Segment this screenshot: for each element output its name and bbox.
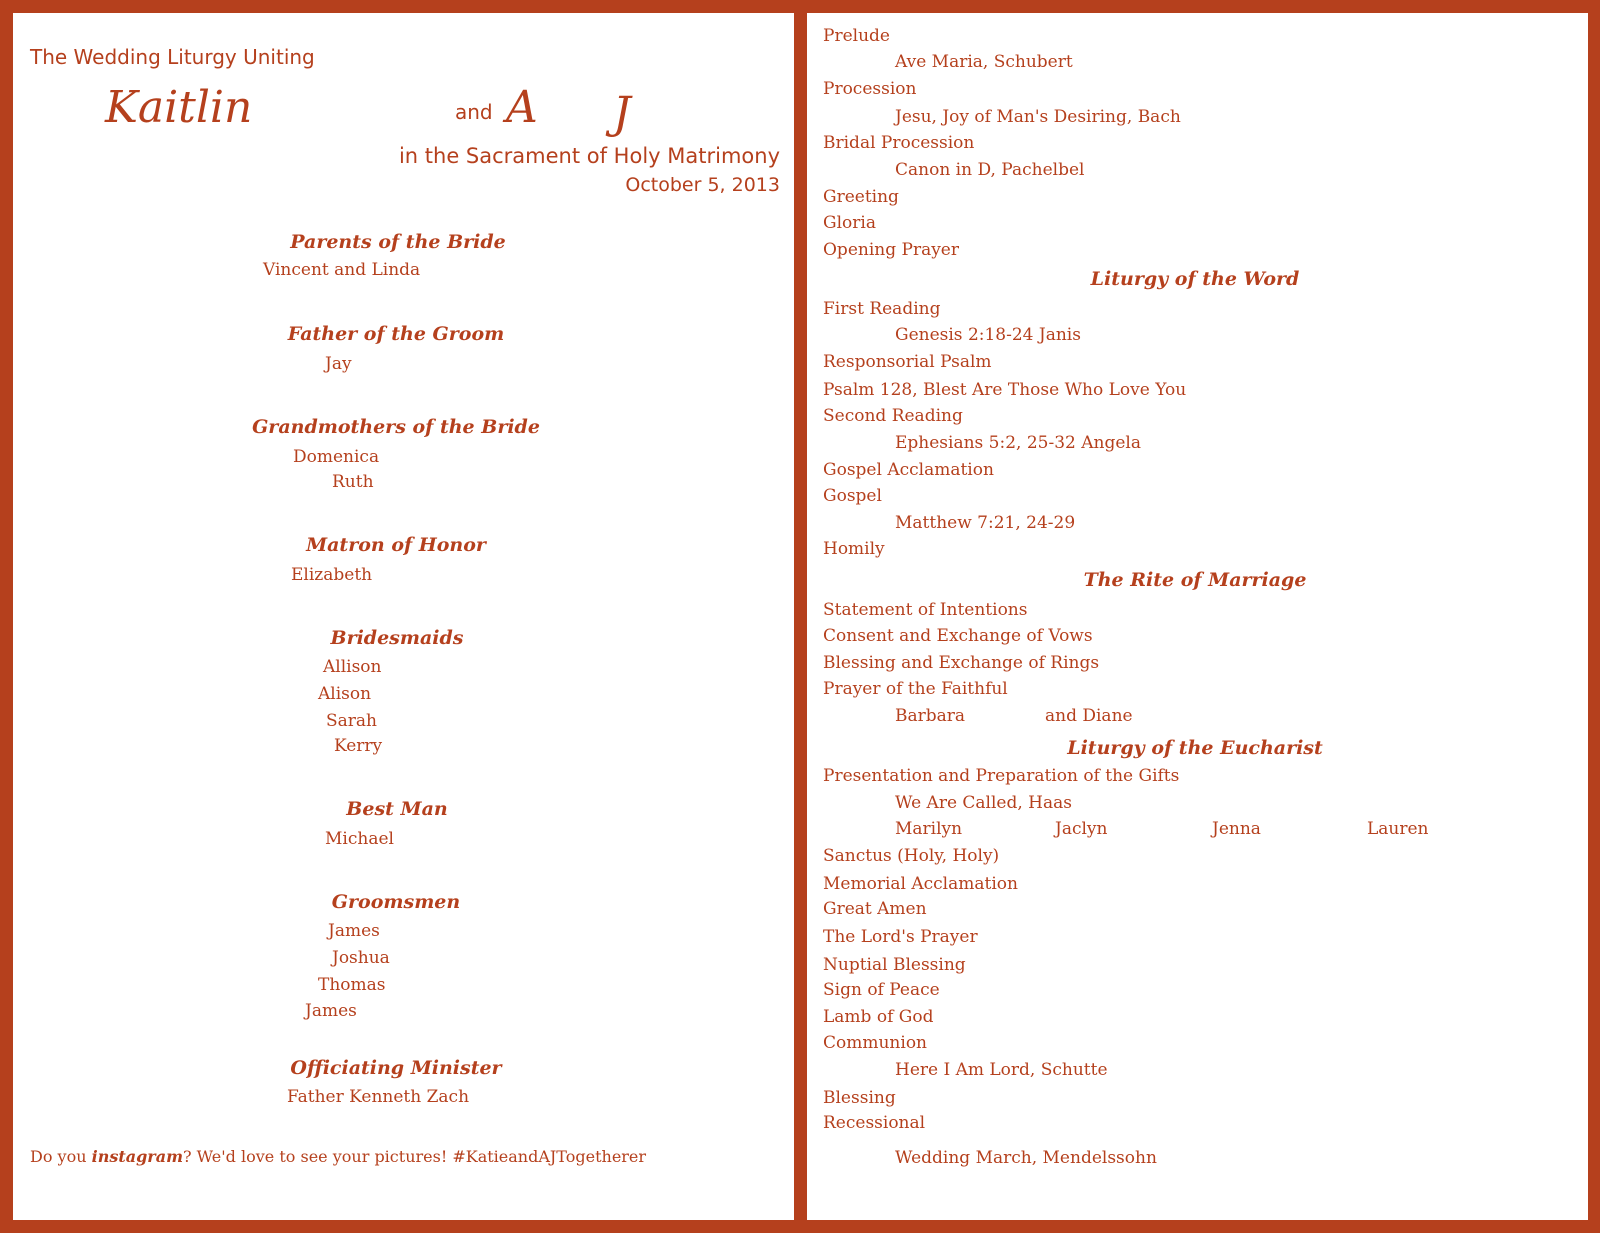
program-detail: Marilyn xyxy=(895,819,963,839)
program-detail: Jesu, Joy of Man's Desiring, Bach xyxy=(895,107,1181,127)
program-item: Communion xyxy=(823,1033,928,1053)
name-line: Alison xyxy=(318,684,372,704)
left-page xyxy=(13,13,794,1220)
program-detail: Wedding March, Mendelssohn xyxy=(895,1148,1157,1168)
program-item: Second Reading xyxy=(823,406,963,426)
section-heading: The Rite of Marriage xyxy=(1083,569,1307,591)
program-detail: Canon in D, Pachelbel xyxy=(895,160,1085,180)
program-detail: Matthew 7:21, 24-29 xyxy=(895,513,1076,533)
section-heading: Parents of the Bride xyxy=(290,231,506,253)
program-item: Statement of Intentions xyxy=(823,600,1028,620)
name-line: Vincent and Linda xyxy=(263,260,421,280)
program-item: Responsorial Psalm xyxy=(823,352,992,372)
section-heading: Matron of Honor xyxy=(306,534,486,556)
right-page xyxy=(807,13,1588,1220)
groom-initial-a: A xyxy=(506,82,538,133)
program-item: Presentation and Preparation of the Gifts xyxy=(823,766,1180,786)
name-line: Allison xyxy=(323,657,382,677)
section-heading: Father of the Groom xyxy=(287,323,505,345)
program-item: Sign of Peace xyxy=(823,980,940,1000)
bride-name: Kaitlin xyxy=(105,82,253,133)
program-item: Gospel xyxy=(823,486,882,506)
name-line: Domenica xyxy=(293,447,380,467)
name-line: Kerry xyxy=(334,736,383,756)
program-item: Blessing xyxy=(823,1088,896,1108)
name-line: Michael xyxy=(325,829,394,849)
program-detail: Ave Maria, Schubert xyxy=(895,52,1073,72)
program-item: First Reading xyxy=(823,299,941,319)
program-item: Procession xyxy=(823,79,917,99)
program-item: The Lord's Prayer xyxy=(823,927,978,947)
name-line: James xyxy=(305,1001,357,1021)
program-detail: Here I Am Lord, Schutte xyxy=(895,1060,1108,1080)
program-item: Nuptial Blessing xyxy=(823,955,966,975)
program-item: Sanctus (Holy, Holy) xyxy=(823,846,1000,866)
program-detail: Jaclyn xyxy=(1055,819,1108,839)
program-item: Prayer of the Faithful xyxy=(823,679,1008,699)
name-line: Father Kenneth Zach xyxy=(287,1087,470,1107)
groom-initial-j: J xyxy=(613,88,631,139)
section-heading: Best Man xyxy=(346,798,448,820)
program-item: Prelude xyxy=(823,26,890,46)
program-item: Consent and Exchange of Vows xyxy=(823,626,1093,646)
section-heading: Liturgy of the Word xyxy=(1090,268,1300,290)
sacrament-text: in the Sacrament of Holy Matrimony xyxy=(398,144,780,168)
program-item: Memorial Acclamation xyxy=(823,874,1018,894)
and-text: and xyxy=(455,100,493,124)
section-heading: Groomsmen xyxy=(331,891,461,913)
program-item: Recessional xyxy=(823,1113,926,1133)
program-detail: Jenna xyxy=(1212,819,1261,839)
name-line: Ruth xyxy=(332,472,374,492)
instagram-footer: Do you instagram? We'd love to see your pictures! #KatieandAJTogetherer xyxy=(30,1147,647,1166)
program-item: Lamb of God xyxy=(823,1007,934,1027)
section-heading: Grandmothers of the Bride xyxy=(252,416,540,438)
program-item: Greeting xyxy=(823,187,899,207)
wedding-date: October 5, 2013 xyxy=(625,174,780,196)
name-line: Joshua xyxy=(332,948,390,968)
program-item: Homily xyxy=(823,539,885,559)
name-line: Thomas xyxy=(318,975,386,995)
program-item: Bridal Procession xyxy=(823,133,975,153)
program-detail: and Diane xyxy=(1045,706,1133,726)
name-line: Sarah xyxy=(326,711,377,731)
program-detail: Ephesians 5:2, 25-32 Angela xyxy=(895,433,1141,453)
section-heading: Officiating Minister xyxy=(290,1057,502,1079)
program-item: Great Amen xyxy=(823,899,927,919)
intro-text: The Wedding Liturgy Uniting xyxy=(30,45,315,69)
program-item: Psalm 128, Blest Are Those Who Love You xyxy=(823,380,1187,400)
program-detail: Barbara xyxy=(895,706,966,726)
program-detail: Genesis 2:18-24 Janis xyxy=(895,325,1081,345)
section-heading: Liturgy of the Eucharist xyxy=(1067,737,1323,759)
program-detail: Lauren xyxy=(1367,819,1429,839)
program-detail: We Are Called, Haas xyxy=(895,793,1073,813)
program-item: Gloria xyxy=(823,213,876,233)
section-heading: Bridesmaids xyxy=(330,627,464,649)
program-item: Blessing and Exchange of Rings xyxy=(823,653,1100,673)
name-line: James xyxy=(328,921,380,941)
program-item: Gospel Acclamation xyxy=(823,460,994,480)
name-line: Elizabeth xyxy=(291,565,373,585)
name-line: Jay xyxy=(325,354,352,374)
program-item: Opening Prayer xyxy=(823,240,959,260)
